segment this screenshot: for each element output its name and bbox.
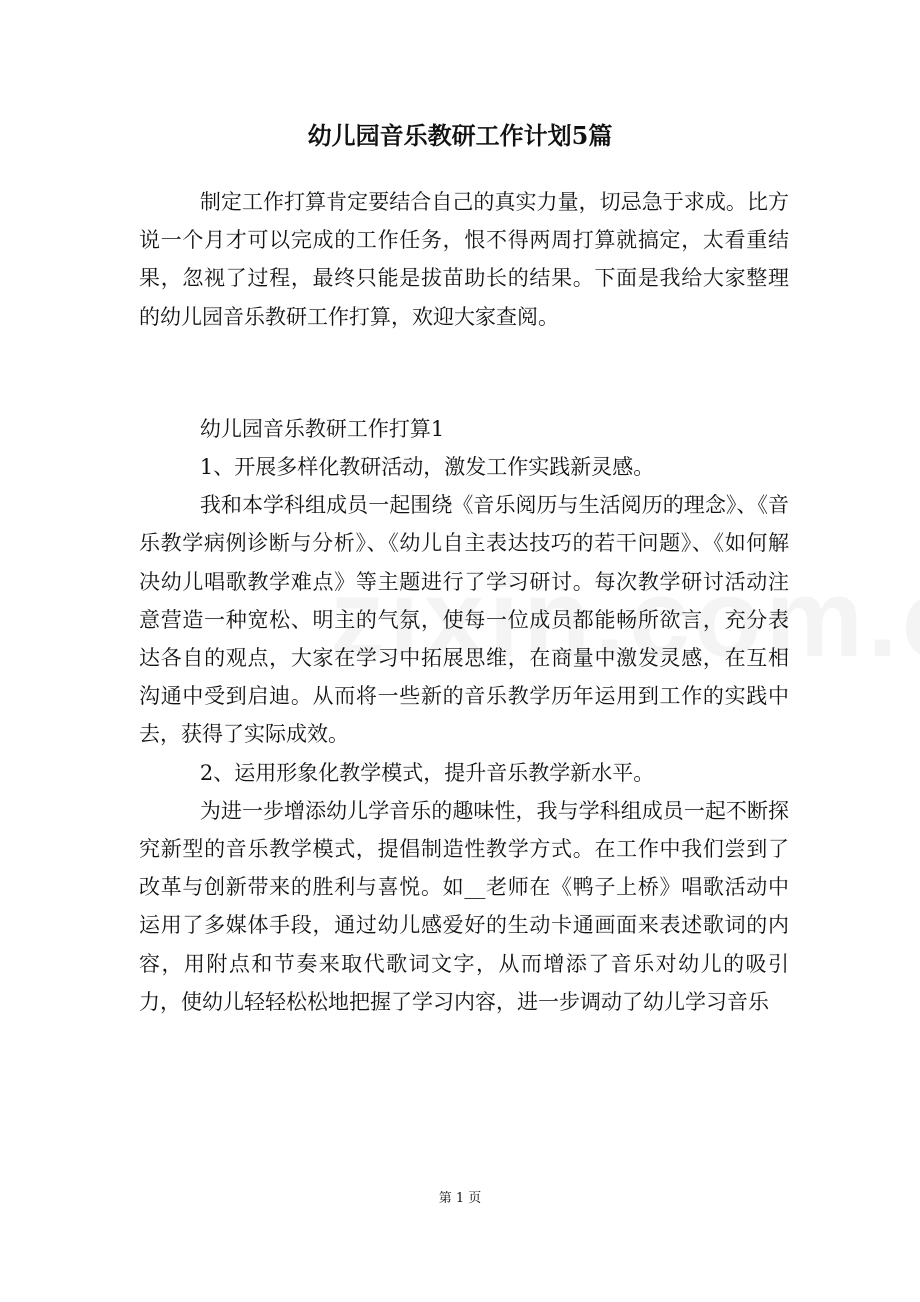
page-number: 第 1 页	[438, 1191, 482, 1206]
point-heading: 1、开展多样化教研活动，激发工作实践新灵感。	[199, 455, 655, 480]
section-heading: 幼儿园音乐教研工作打算1	[199, 416, 445, 441]
document-body	[139, 183, 789, 1021]
point-heading: 2、运用形象化教学模式，提升音乐教学新水平。	[199, 760, 655, 785]
intro-paragraph: 制定工作打算肯定要结合自己的真实力量，切忌急于求成。比方说一个月才可以完成的工作任务，恨不得两周打算就搞定，太看重结果，忽视了过程，最终只能是拔苗助长的结果。下面是我给大家整理的幼儿园音乐教研工作打算，欢迎大家查阅。	[139, 190, 789, 329]
document-title: 幼儿园音乐教研工作计划5篇	[307, 121, 613, 150]
body-paragraph: 我和本学科组成员一起围绕《音乐阅历与生活阅历的理念》、《音乐教学病例诊断与分析》、《幼儿自主表达技巧的若干问题》、《如何解决幼儿唱歌教学难点》等主题进行了学习研讨。每次教学研讨活动注意营造一种宽松、明主的气氛，使每一位成员都能畅所欲言，充分表达各自的观点，大家在学习中拓展思维，在商量中激发灵感，在互相沟通中受到启迪。从而将一些新的音乐教学历年运用到工作的实践中去，获得了实际成效。	[139, 493, 789, 747]
body-paragraph: 为进一步增添幼儿学音乐的趣味性，我与学科组成员一起不断探究新型的音乐教学模式，提倡制造性教学方式。在工作中我们尝到了改革与创新带来的胜利与喜悦。如__老师在《鸭子上桥》唱歌活动中运用了多媒体手段，通过幼儿感爱好的生动卡通画面来表述歌词的内容，用附点和节奏来取代歌词文字，从而增添了音乐对幼儿的吸引力，使幼儿轻轻松松地把握了学习内容，进一步调动了幼儿学习音乐	[139, 798, 789, 1014]
